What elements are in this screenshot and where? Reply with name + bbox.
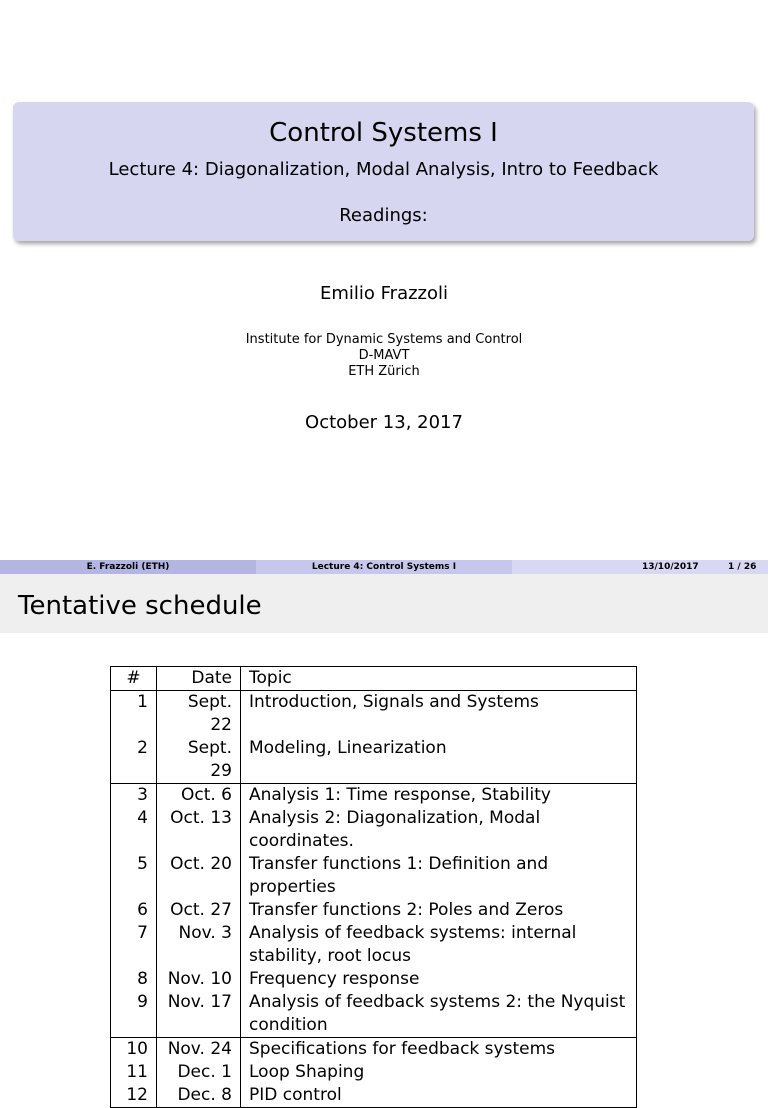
row-topic: PID control [249, 1085, 342, 1105]
table-row [111, 691, 637, 738]
row-date: Nov. 24 [157, 1038, 241, 1062]
row-number: 1 [111, 691, 157, 738]
row-topic: Loop Shaping [249, 1062, 365, 1082]
affiliation-department: D-MAVT [358, 348, 410, 363]
row-number: 12 [111, 1084, 157, 1108]
row-date: Nov. 17 [157, 991, 241, 1038]
table-header-row [111, 667, 637, 691]
row-number: 2 [111, 737, 157, 784]
row-date: Nov. 3 [157, 922, 241, 968]
row-date: Nov. 10 [157, 968, 241, 991]
row-topic: Analysis 1: Time response, Stability [249, 785, 551, 805]
row-date: Oct. 6 [157, 784, 241, 808]
frame-title-bar [0, 574, 768, 633]
presentation-date: October 13, 2017 [305, 412, 463, 433]
title-box [13, 102, 754, 241]
row-topic: Frequency response [249, 969, 420, 989]
row-number: 6 [111, 899, 157, 922]
table-row [111, 784, 637, 808]
row-number: 5 [111, 853, 157, 899]
footer-page-number: 1 / 26 [728, 562, 757, 572]
row-number: 3 [111, 784, 157, 808]
schedule-slide [0, 574, 768, 1105]
row-number: 10 [111, 1038, 157, 1062]
row-date: Dec. 1 [157, 1061, 241, 1084]
row-topic: Analysis of feedback systems 2: the Nyquist condition [249, 992, 626, 1035]
row-date: Oct. 20 [157, 853, 241, 899]
frame-title: Tentative schedule [18, 591, 262, 621]
row-topic: Analysis of feedback systems: internal stability, root locus [249, 923, 577, 966]
footer-title: Lecture 4: Control Systems I [256, 560, 512, 574]
footer-date-page [512, 560, 768, 574]
affiliation [0, 332, 768, 380]
header-date: Date [157, 667, 241, 691]
row-date: Sept. 22 [157, 691, 241, 738]
row-date: Oct. 13 [157, 807, 241, 853]
header-number: # [111, 667, 157, 691]
affiliation-institute: Institute for Dynamic Systems and Control [245, 332, 523, 347]
slide-footer [0, 560, 768, 574]
row-topic: Transfer functions 1: Definition and properties [249, 854, 549, 897]
row-date: Oct. 27 [157, 899, 241, 922]
table-row [111, 1061, 637, 1084]
presentation-title: Control Systems I [269, 118, 498, 148]
row-number: 8 [111, 968, 157, 991]
row-topic: Analysis 2: Diagonalization, Modal coordinates. [249, 808, 541, 851]
table-row [111, 807, 637, 853]
row-number: 4 [111, 807, 157, 853]
row-topic: Modeling, Linearization [249, 738, 447, 758]
table-row [111, 899, 637, 922]
row-topic: Introduction, Signals and Systems [249, 692, 539, 712]
table-row [111, 737, 637, 784]
lecture-subtitle: Lecture 4: Diagonalization, Modal Analysis, Intro to Feedback [108, 159, 659, 180]
footer-date: 13/10/2017 [642, 562, 699, 572]
table-row [111, 922, 637, 968]
schedule-table [110, 666, 637, 1108]
row-date: Sept. 29 [157, 737, 241, 784]
table-row [111, 1038, 637, 1062]
author-name: Emilio Frazzoli [319, 283, 449, 304]
row-topic: Transfer functions 2: Poles and Zeros [249, 900, 564, 920]
table-row [111, 853, 637, 899]
readings-label: Readings: [339, 205, 428, 226]
row-number: 11 [111, 1061, 157, 1084]
table-row [111, 968, 637, 991]
row-date: Dec. 8 [157, 1084, 241, 1108]
footer-author: E. Frazzoli (ETH) [0, 560, 256, 574]
table-row [111, 991, 637, 1038]
affiliation-university: ETH Zürich [348, 364, 420, 379]
header-topic: Topic [249, 668, 292, 688]
row-topic: Specifications for feedback systems [249, 1039, 555, 1059]
table-row [111, 1084, 637, 1108]
row-number: 7 [111, 922, 157, 968]
row-number: 9 [111, 991, 157, 1038]
